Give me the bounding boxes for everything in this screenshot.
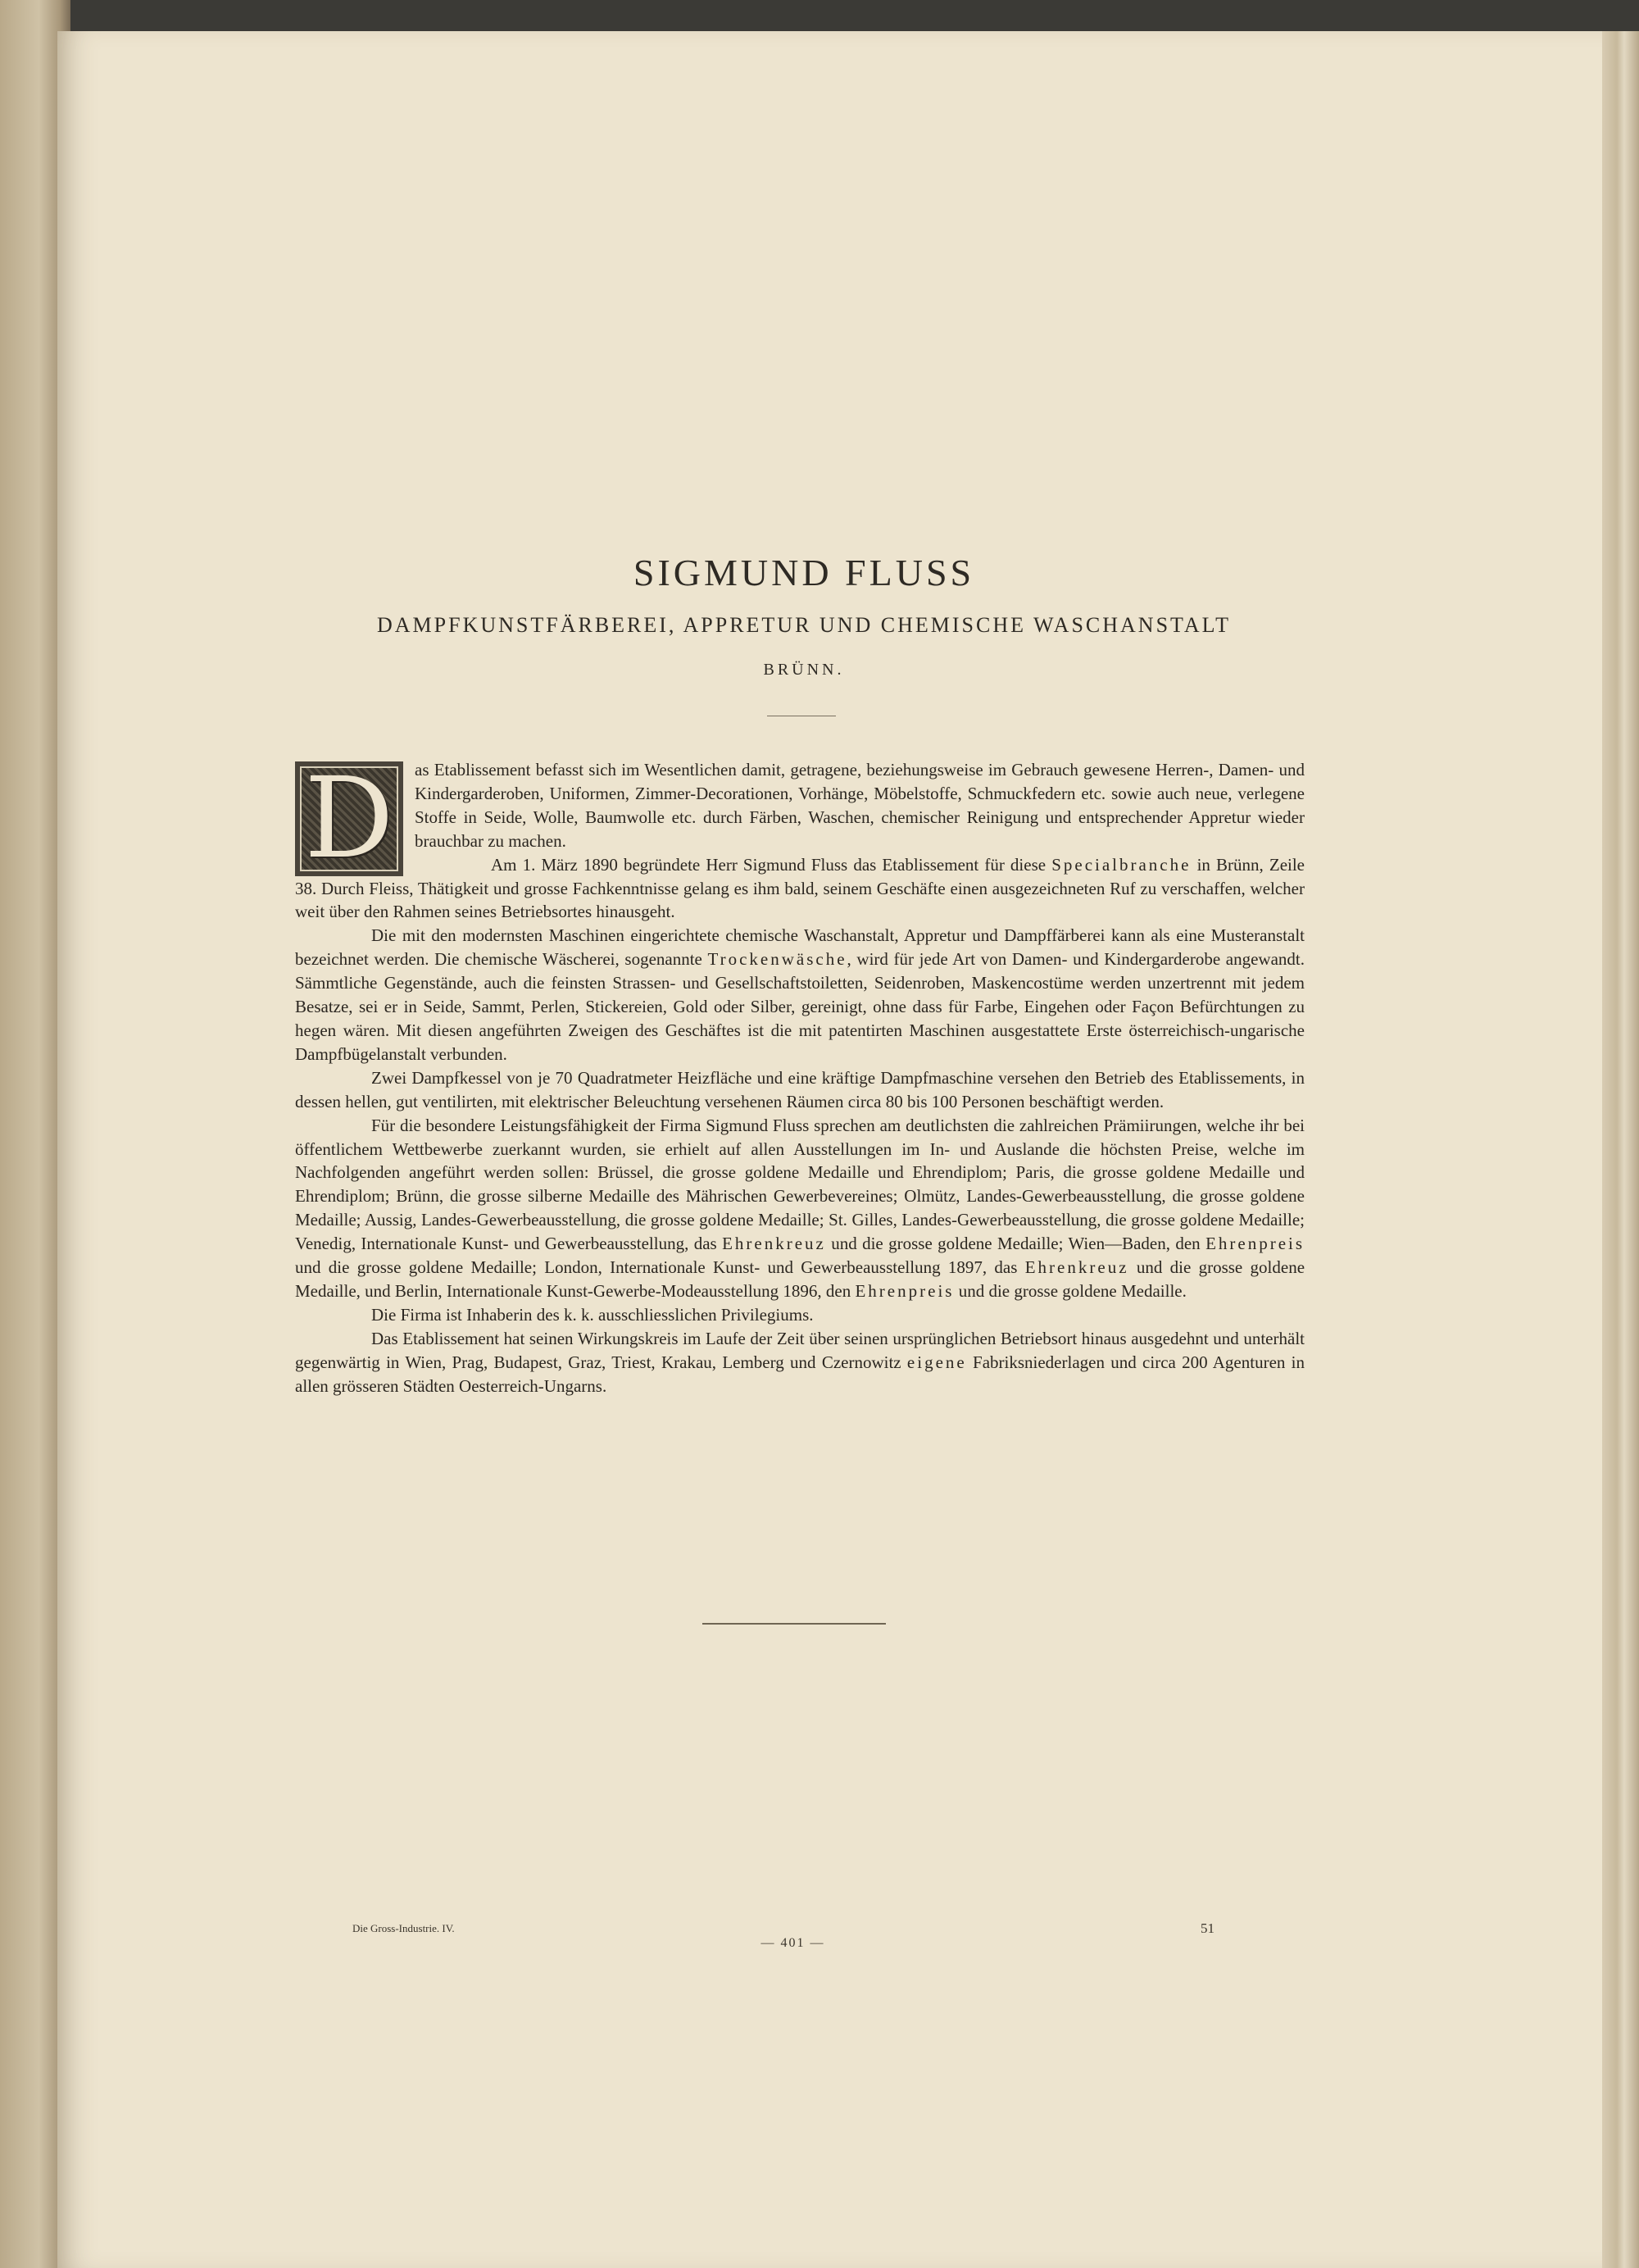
paragraph-2	[295, 853, 1305, 925]
paragraph-7	[295, 1327, 1305, 1398]
paragraph-3	[295, 924, 1305, 1066]
paragraph-1-text: as Etablissement befasst sich im Wesentlichen damit, getragene, beziehungsweise im Gebrauch gewesene Herren-, Damen- und Kindergarderoben, Uniformen, Zimmer-Decorationen, Vorhänge, Möbelstoffe, Schmuckfedern etc. sowie auch neue, verlegene Stoffe in Seide, Wolle, Baumwolle etc. durch Färben, Waschen, chemischer Reinigung und entsprechender Appretur wieder brauchbar zu machen.	[415, 760, 1305, 851]
paragraph-3-text-b: , wird für jede Art von Damen- und Kindergarderobe angewandt. Sämmtliche Gegenstände, auch die feinsten Strassen- und Gesellschaftstoiletten, Seidenroben, Maskencostüme werden unzertrennt mit jedem Besatze, sei er in Seide, Sammt, Perlen, Stickereien, Gold oder Silber, gereinigt, ohne dass für Farbe, Eingehen oder Façon Befürchtungen zu hegen wären. Mit diesen angeführten Zweigen des Geschäftes ist die mit patentirten Maschinen ausgestattete Erste österreichisch-ungarische Dampfbügelanstalt verbunden.	[295, 949, 1305, 1064]
paragraph-5-text-c: und die grosse goldene Medaille; London, Internationale Kunst- und Gewerbeausstellung 1897, das	[295, 1257, 1018, 1278]
paragraph-5-text-e: und die grosse goldene Medaille.	[958, 1280, 1187, 1301]
ornamental-initial-icon	[295, 754, 403, 884]
page-title: SIGMUND FLUSS	[633, 552, 975, 593]
initial-letter: D	[304, 754, 394, 884]
paragraph-2-text-a: Am 1. März 1890 begründete Herr Sigmund Fluss das Etablissement für diese	[491, 854, 1047, 875]
paragraph-5-text-d: und die grosse goldene Medaille, und Berlin, Internationale Kunst-Gewerbe-Modeausstellung 1896, den	[295, 1257, 1305, 1301]
footer-signature-number: 51	[1201, 1920, 1214, 1936]
paragraph-5-spaced-1: Ehrenkreuz	[722, 1234, 826, 1254]
paragraph-5-text-a: Für die besondere Leistungsfähigkeit der Firma Sigmund Fluss sprechen am deutlichsten die zahlreichen Prämiirungen, welche ihr bei öffentlichem Wettbewerbe zuerkannt wurden, sie erhielt auf allen Ausstellungen im In- und Auslande die höchsten Preise, welche im Nachfolgenden angeführt werden sollen: Brüssel, die grosse goldene Medaille und Ehrendiplom; Paris, die grosse goldene Medaille und Ehrendiplom; Brünn, die grosse silberne Medaille des Mährischen Gewerbevereines; Olmütz, Landes-Gewerbeausstellung, die grosse goldene Medaille; Aussig, Landes-Gewerbeausstellung, die grosse goldene Medaille; St. Gilles, Landes-Gewerbeausstellung, die grosse goldene Medaille; Venedig, Internationale Kunst- und Gewerbeausstellung, das	[295, 1115, 1305, 1254]
article-body	[295, 754, 1305, 1398]
city-label: BRÜNN.	[763, 661, 845, 679]
paragraph-5	[295, 1114, 1305, 1303]
paragraph-7-text-a: Das Etablissement hat seinen Wirkungskreis im Laufe der Zeit über seinen ursprünglichen Betriebsort hinaus ausgedehnt und unterhält gegenwärtig in Wien, Prag, Budapest, Graz, Triest, Krakau, Lemberg und Czernowitz	[295, 1328, 1305, 1372]
end-rule	[702, 1623, 886, 1625]
page-stack-edge	[1602, 31, 1639, 2268]
page-number: — 401 —	[760, 1936, 825, 1950]
paragraph-6: Die Firma ist Inhaberin des k. k. ausschliesslichen Privilegiums.	[371, 1304, 814, 1325]
paragraph-7-spaced: eigene	[906, 1352, 967, 1372]
paragraph-5-text-b: und die grosse goldene Medaille; Wien—Baden, den	[831, 1234, 1201, 1254]
paragraph-5-spaced-2: Ehrenpreis	[1205, 1234, 1305, 1254]
paragraph-2-spaced: Specialbranche	[1051, 854, 1192, 875]
paragraph-5-spaced-3: Ehrenkreuz	[1024, 1257, 1129, 1278]
paragraph-5-spaced-4: Ehrenpreis	[855, 1280, 955, 1301]
page-subtitle: DAMPFKUNSTFÄRBEREI, APPRETUR UND CHEMISCHE WASCHANSTALT	[376, 613, 1231, 637]
paragraph-2-text-b: in Brünn, Zeile 38. Durch Fleiss, Thätigkeit und grosse Fachkenntnisse gelang es ihm bald, seinem Geschäfte einen ausgezeichneten Ruf zu verschaffen, welcher weit über den Rahmen seines Betriebsortes hinausgeht.	[295, 854, 1305, 922]
paragraph-4: Zwei Dampfkessel von je 70 Quadratmeter Heizfläche und eine kräftige Dampfmaschine versehen den Betrieb des Etablissements, in dessen hellen, gut ventilirten, mit elektrischer Beleuchtung versehenen Räumen circa 80 bis 100 Personen beschäftigt werden.	[295, 1067, 1305, 1111]
paragraph-7-text-b: Fabriksniederlagen und circa 200 Agenturen in allen grösseren Städten Oesterreich-Ungarns.	[295, 1352, 1305, 1396]
paragraph-3-spaced: Trockenwäsche	[707, 949, 847, 970]
paragraph-3-text-a: Die mit den modernsten Maschinen eingerichtete chemische Waschanstalt, Appretur und Dampffärberei kann als eine Musteranstalt bezeichnet werden. Die chemische Wäscherei, sogenannte	[295, 925, 1305, 970]
footer-series-title: Die Gross-Industrie. IV.	[352, 1922, 455, 1934]
